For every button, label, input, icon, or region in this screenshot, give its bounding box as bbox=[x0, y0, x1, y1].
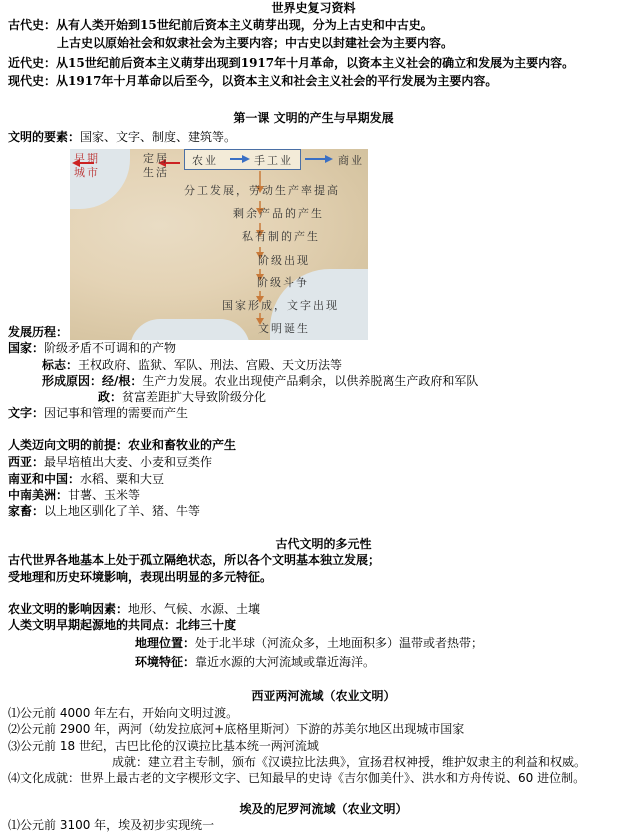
period-contemporary: 现代史：从1917年十月革命以后至今，以资本主义和社会主义社会的平行发展为主要内容。 bbox=[8, 74, 498, 88]
chain-handicraft: 手工业 bbox=[254, 154, 293, 167]
period-ancient-detail: 上古史以原始社会和奴隶社会为主要内容；中古史以封建社会为主要内容。 bbox=[57, 36, 454, 50]
process-label: 发展历程： bbox=[8, 325, 69, 339]
cause-line: 形成原因：经/根：生产力发展。农业出现使产品剩余，以供养脱离生产政府和军队 bbox=[42, 374, 479, 388]
step-civilization: 文明诞生 bbox=[258, 322, 310, 335]
crop-southasia: 南亚和中国：水稻、粟和大豆 bbox=[8, 472, 165, 486]
westasia-item-1: ⑴公元前 4000 年左右，开始向文明过渡。 bbox=[8, 706, 239, 720]
common-line: 人类文明早期起源地的共同点：北纬三十度 bbox=[8, 618, 237, 632]
period-ancient: 古代史：从有人类开始到15世纪前后资本主义萌芽出现，分为上古史和中古史。 bbox=[8, 18, 433, 32]
chain-commerce: 商业 bbox=[338, 154, 364, 167]
early-city-label: 早期 bbox=[74, 152, 100, 165]
step-state-writing: 国家形成，文字出现 bbox=[222, 299, 339, 312]
settled-life-label-2: 生活 bbox=[143, 166, 169, 179]
crop-westasia: 西亚：最早培植出大麦、小麦和豆类作 bbox=[8, 455, 213, 469]
writing-line: 文字：因记事和管理的需要而产生 bbox=[8, 406, 189, 420]
westasia-title: 西亚两河流域（农业文明） bbox=[251, 689, 396, 703]
westasia-item-3: ⑶公元前 18 世纪，古巴比伦的汉谟拉比基本统一两河流域 bbox=[8, 739, 319, 753]
lesson-title: 第一课 文明的产生与早期发展 bbox=[233, 111, 394, 125]
egypt-title: 埃及的尼罗河流域（农业文明） bbox=[239, 802, 408, 816]
westasia-achievement: 成就：建立君主专制，颁布《汉谟拉比法典》，宣扬君权神授，维护奴隶主的利益和权威。 bbox=[112, 755, 587, 769]
westasia-item-4: ⑷文化成就：世界上最古老的文字楔形文字、已知最早的史诗《吉尔伽美什》、洪水和方舟传说、60 进位制。 bbox=[8, 771, 586, 785]
step-surplus: 剩余产品的产生 bbox=[233, 207, 324, 220]
document-title: 世界史复习资料 bbox=[271, 1, 356, 15]
env-line: 环境特征：靠近水源的大河流域或靠近海洋。 bbox=[135, 655, 376, 669]
premise-title: 人类迈向文明的前提：农业和畜牧业的产生 bbox=[8, 438, 237, 452]
crop-america: 中南美洲：甘薯、玉米等 bbox=[8, 488, 141, 502]
diversity-title: 古代文明的多元性 bbox=[275, 537, 372, 551]
step-class-struggle: 阶级斗争 bbox=[257, 276, 309, 289]
geo-line: 地理位置：处于北半球（河流众多，土地面积多）温带或者热带； bbox=[135, 636, 484, 650]
step-division: 分工发展，劳动生产率提高 bbox=[184, 184, 340, 197]
state-line: 国家：阶级矛盾不可调和的产物 bbox=[8, 341, 177, 355]
step-classes: 阶级出现 bbox=[258, 254, 310, 267]
step-private-property: 私有制的产生 bbox=[242, 230, 320, 243]
early-city-label-2: 城市 bbox=[74, 166, 100, 179]
factors-line: 农业文明的影响因素：地形、气候、水源、土壤 bbox=[8, 602, 261, 616]
pol-line: 政：贫富差距扩大导致阶级分化 bbox=[98, 390, 267, 404]
civ-elements: 文明的要素：国家、文字、制度、建筑等。 bbox=[8, 130, 237, 144]
livestock: 家畜：以上地区驯化了羊、猪、牛等 bbox=[8, 504, 201, 518]
sign-line: 标志：王权政府、监狱、军队、刑法、宫殿、天文历法等 bbox=[42, 358, 343, 372]
egypt-item-1: ⑴公元前 3100 年，埃及初步实现统一 bbox=[8, 818, 215, 832]
diversity-line-2: 受地理和历史环境影响，表现出明显的多元特征。 bbox=[8, 570, 273, 584]
westasia-item-2: ⑵公元前 2900 年，两河（幼发拉底河+底格里斯河）下游的苏美尔地区出现城市国家 bbox=[8, 722, 465, 736]
settled-life-label: 定居 bbox=[143, 152, 169, 165]
period-modern: 近代史：从15世纪前后资本主义萌芽出现到1917年十月革命，以资本主义社会的确立和发展为主要内容。 bbox=[8, 56, 575, 70]
chain-agriculture: 农业 bbox=[192, 154, 218, 167]
diversity-line-1: 古代世界各地基本上处于孤立隔绝状态，所以各个文明基本独立发展； bbox=[8, 553, 381, 567]
